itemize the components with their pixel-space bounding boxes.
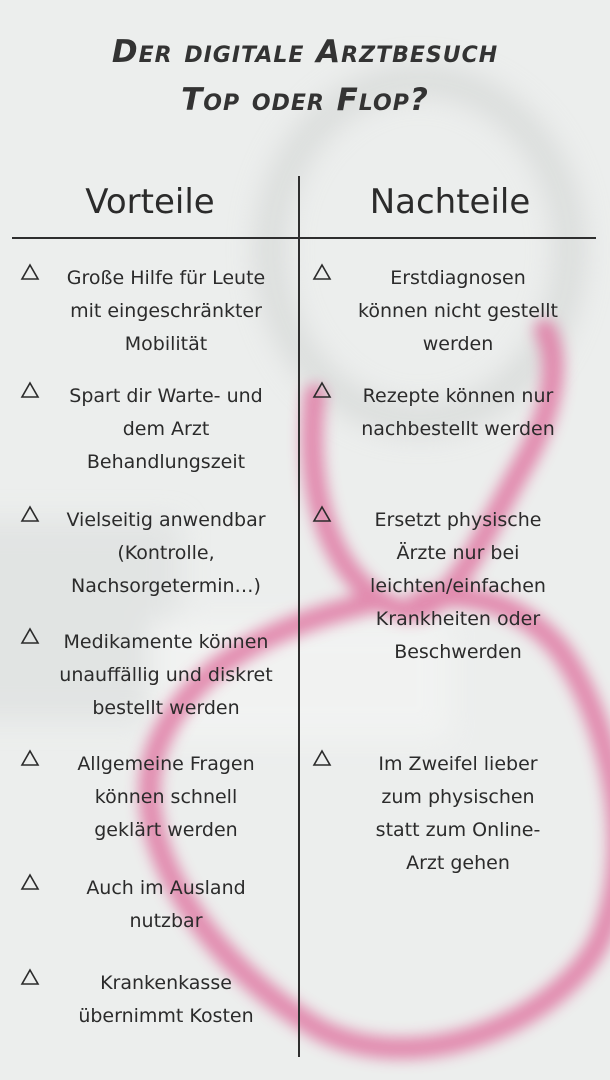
vorteil-text: Vielseitig anwendbar (Kontrolle, Nachsorgetermin…) bbox=[66, 509, 266, 597]
vorteil-item bbox=[20, 504, 290, 603]
vorteil-item bbox=[20, 262, 290, 361]
triangle-outline-icon bbox=[312, 504, 332, 524]
vorteil-text: Krankenkasse übernimmt Kosten bbox=[78, 972, 254, 1027]
nachteil-item bbox=[312, 262, 582, 361]
triangle-outline-icon bbox=[312, 748, 332, 768]
page-subtitle: Top oder Flop? bbox=[181, 82, 429, 118]
triangle-outline-icon bbox=[20, 872, 40, 892]
vorteil-item bbox=[20, 748, 290, 847]
nachteil-text: Rezepte können nur nachbestellt werden bbox=[361, 385, 555, 440]
vorteil-item bbox=[20, 967, 290, 1033]
nachteil-text: Ersetzt physische Ärzte nur bei leichten/einfachen Krankheiten oder Beschwerden bbox=[370, 509, 546, 663]
vorteil-item bbox=[20, 380, 290, 479]
triangle-outline-icon bbox=[312, 380, 332, 400]
vorteil-text: Große Hilfe für Leute mit eingeschränkter Mobilität bbox=[66, 267, 266, 355]
vorteil-item bbox=[20, 626, 290, 725]
vorteil-item bbox=[20, 872, 290, 938]
triangle-outline-icon bbox=[20, 504, 40, 524]
nachteil-item bbox=[312, 748, 582, 880]
vorteil-text: Medikamente können unauffällig und diskret bestellt werden bbox=[59, 631, 273, 719]
vorteil-text: Auch im Ausland nutzbar bbox=[86, 877, 246, 932]
triangle-outline-icon bbox=[20, 262, 40, 282]
column-header-vorteile: Vorteile bbox=[85, 182, 215, 222]
column-header-nachteile: Nachteile bbox=[369, 182, 531, 222]
nachteil-text: Im Zweifel lieber zum physischen statt zum Online- Arzt gehen bbox=[375, 753, 541, 874]
triangle-outline-icon bbox=[20, 748, 40, 768]
vorteil-text: Spart dir Warte- und dem Arzt Behandlungszeit bbox=[69, 385, 263, 473]
page-title: Der digitale Arztbesuch bbox=[111, 34, 499, 70]
triangle-outline-icon bbox=[312, 262, 332, 282]
triangle-outline-icon bbox=[20, 626, 40, 646]
nachteil-item bbox=[312, 380, 582, 446]
header-divider bbox=[12, 237, 596, 239]
triangle-outline-icon bbox=[20, 380, 40, 400]
nachteil-item bbox=[312, 504, 582, 669]
triangle-outline-icon bbox=[20, 967, 40, 987]
column-divider bbox=[298, 176, 300, 1057]
vorteil-text: Allgemeine Fragen können schnell geklärt werden bbox=[77, 753, 255, 841]
nachteil-text: Erstdiagnosen können nicht gestellt werden bbox=[358, 267, 558, 355]
